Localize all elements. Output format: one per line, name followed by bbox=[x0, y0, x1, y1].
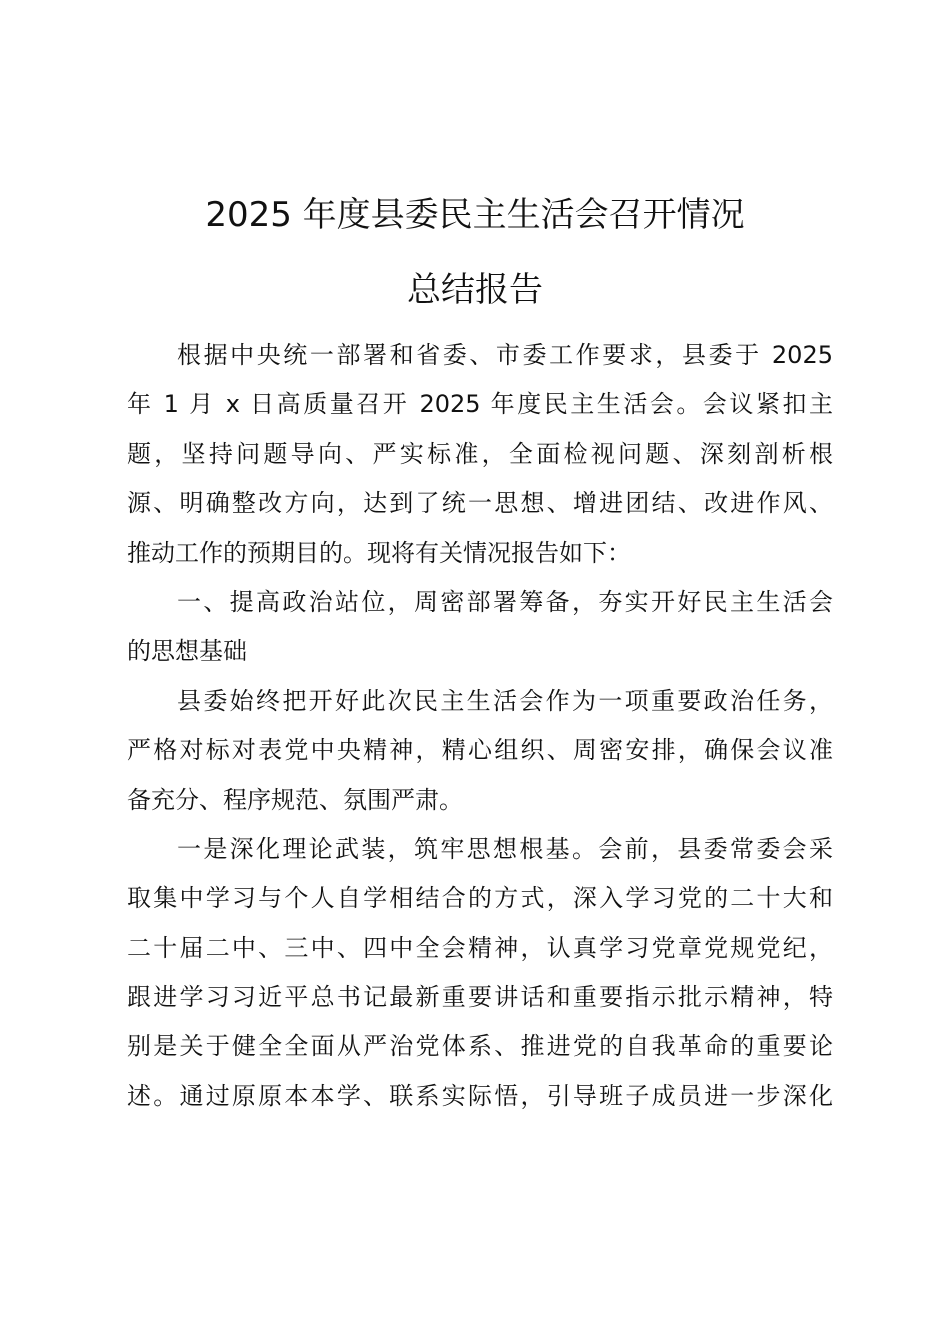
text-line: 源、明确整改方向，达到了统一思想、增进团结、改进作风、 bbox=[127, 489, 833, 518]
heading-line: 一、提高政治站位，周密部署筹备，夯实开好民主生活会 bbox=[177, 587, 833, 616]
text-line: 取集中学习与个人自学相结合的方式，深入学习党的二十大和 bbox=[127, 884, 833, 913]
document-title bbox=[0, 178, 950, 328]
paragraph-theory-study bbox=[127, 825, 833, 1121]
title-line-2: 总结报告 bbox=[407, 270, 543, 310]
text-line: 推动工作的预期目的。现将有关情况报告如下： bbox=[127, 538, 631, 567]
text-line: 别是关于健全全面从严治党体系、推进党的自我革命的重要论 bbox=[127, 1032, 833, 1061]
heading-line: 的思想基础 bbox=[127, 637, 247, 666]
document-body bbox=[127, 331, 833, 1121]
paragraph-section-1-intro bbox=[127, 677, 833, 825]
text-line: 述。通过原原本本学、联系实际悟，引导班子成员进一步深化 bbox=[127, 1081, 833, 1110]
paragraph-intro bbox=[127, 331, 833, 578]
text-line: 县委始终把开好此次民主生活会作为一项重要政治任务， bbox=[177, 686, 833, 715]
text-line: 题，坚持问题导向、严实标准，全面检视问题、深刻剖析根 bbox=[127, 439, 833, 468]
text-line: 根据中央统一部署和省委、市委工作要求，县委于 2025 bbox=[177, 341, 833, 369]
section-heading-1 bbox=[127, 578, 833, 677]
text-line: 二十届二中、三中、四中全会精神，认真学习党章党规党纪， bbox=[127, 933, 833, 962]
text-line: 跟进学习习近平总书记最新重要讲话和重要指示批示精神，特 bbox=[127, 983, 833, 1012]
title-line-1: 2025 年度县委民主生活会召开情况 bbox=[205, 195, 745, 235]
text-line: 一是深化理论武装，筑牢思想根基。会前，县委常委会采 bbox=[177, 834, 833, 863]
text-line: 严格对标对表党中央精神，精心组织、周密安排，确保会议准 bbox=[127, 736, 833, 765]
text-line: 年 1 月 x 日高质量召开 2025 年度民主生活会。会议紧扣主 bbox=[127, 390, 833, 419]
text-line: 备充分、程序规范、氛围严肃。 bbox=[127, 785, 463, 814]
